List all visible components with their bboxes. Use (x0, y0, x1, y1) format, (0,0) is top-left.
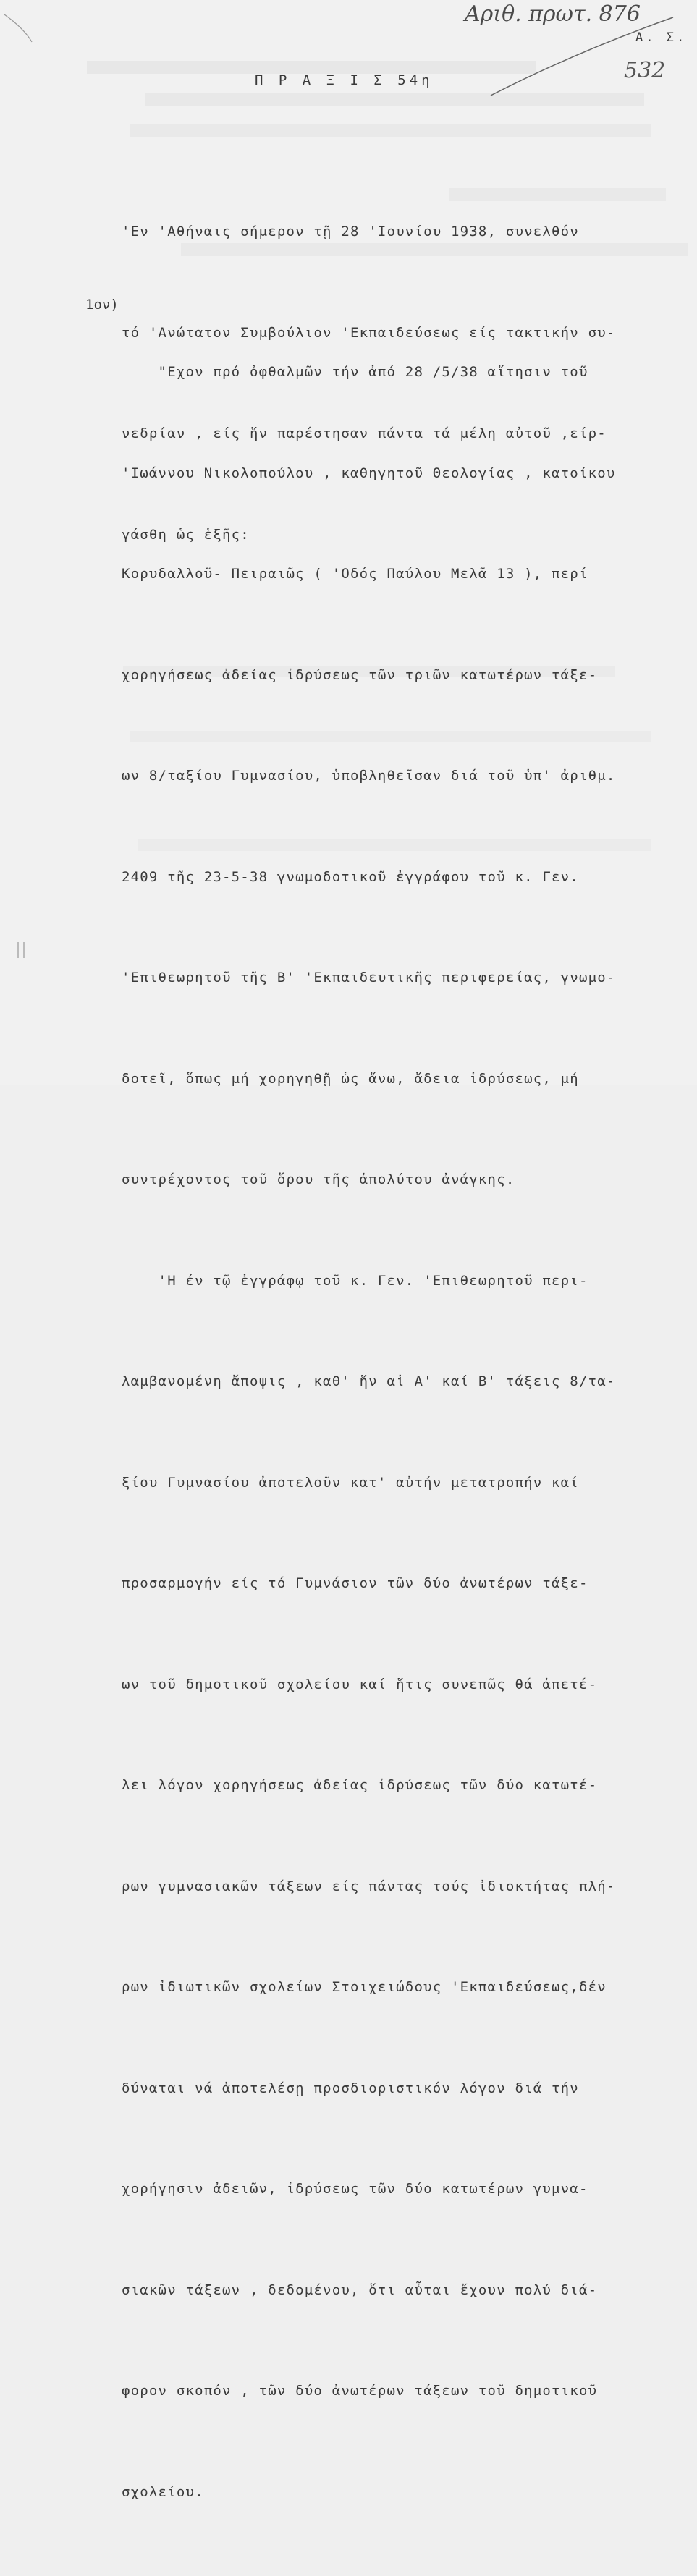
item-line: 'Επιθεωρητοῦ τῆς Β' 'Εκπαιδευτικῆς περιφερείας, γνωμο- (122, 970, 616, 986)
item-line: χορήγησιν ἀδειῶν, ἱδρύσεως τῶν δύο κατωτέρων γυμνα- (122, 2181, 588, 2197)
document-initials: Α. Σ. (635, 30, 688, 45)
margin-punch-mark (17, 942, 25, 958)
item-line: δύναται νά ἀποτελέσῃ προσδιοριστικόν λόγον διά τήν (122, 2080, 579, 2096)
item-number-label: 1ον) (85, 297, 119, 313)
item-line: συντρέχοντος τοῦ ὅρου τῆς ἀπολύτου ἀνάγκης. (122, 1172, 515, 1187)
intro-line: τό 'Ανώτατον Συμβούλιον 'Εκπαιδεύσεως είς τακτικήν συ- (122, 324, 616, 341)
item-line: ρων ἰδιωτικῶν σχολείων Στοιχειώδους 'Εκπαιδεύσεως,δέν (122, 1979, 607, 1995)
item-line: Κορυδαλλοῦ- Πειραιῶς ( 'Οδός Παύλου Μελᾶ 13 ), περί (122, 566, 588, 582)
item-line: 2409 τῆς 23-5-38 γνωμοδοτικοῦ ἐγγράφου τοῦ κ. Γεν. (122, 868, 579, 885)
page-number: 532 (624, 58, 666, 83)
intro-line: 'Εν 'Αθήναις σήμερον τῇ 28 'Ιουνίου 1938, συνελθόν (122, 224, 579, 240)
intro-line: γάσθη ὡς ἑξῆς: (122, 526, 250, 543)
item-line: λει λόγον χορηγήσεως ἀδείας ἱδρύσεως τῶν δύο κατωτέ- (122, 1777, 598, 1793)
item-line: "Εχον πρό ὀφθαλμῶν τήν ἀπό 28 /5/38 αἴτησιν τοῦ (122, 364, 588, 380)
item-line: προσαρμογήν είς τό Γυμνάσιον τῶν δύο ἀνωτέρων τάξε- (122, 1575, 588, 1591)
item-line: ων 8/ταξίου Γυμνασίου, ὑποβληθεῖσαν διά τοῦ ὑπ' ἀριθμ. (122, 768, 616, 784)
item-line: σχολείου. (122, 2483, 204, 2500)
item-line: δοτεῖ, ὅπως μή χορηγηθῇ ὡς ἄνω, ἄδεια ἱδρύσεως, μή (122, 1070, 579, 1087)
item-line: χορηγήσεως ἀδείας ἱδρύσεως τῶν τριῶν κατωτέρων τάξε- (122, 666, 598, 683)
intro-line: νεδρίαν , είς ἥν παρέστησαν πάντα τά μέλη αὐτοῦ ,είρ- (122, 425, 607, 441)
item-line: 'Η έν τῷ ἐγγράφῳ τοῦ κ. Γεν. 'Επιθεωρητοῦ περι- (122, 1272, 588, 1289)
item-line: σιακῶν τάξεων , δεδομένου, ὅτι αὗται ἔχουν πολύ διά- (122, 2281, 598, 2298)
item-line: φορον σκοπόν , τῶν δύο ἀνωτέρων τάξεων τοῦ δημοτικοῦ (122, 2383, 598, 2399)
item-1-paragraph (122, 288, 688, 2576)
item-line: 'Ιωάννου Νικολοπούλου , καθηγητοῦ Θεολογίας , κατοίκου (122, 465, 616, 481)
item-line: ων τοῦ δημοτικοῦ σχολείου καί ἥτις συνεπῶς θά ἀπετέ- (122, 1676, 598, 1692)
item-line: ξίου Γυμνασίου ἀποτελοῦν κατ' αὐτήν μετατροπήν καί (122, 1474, 579, 1491)
item-line: ρων γυμνασιακῶν τάξεων είς πάντας τούς ἰδιοκτήτας πλή- (122, 1878, 616, 1894)
document-title: Π Ρ Α Ξ Ι Σ 54η (255, 72, 434, 88)
item-line: λαμβανομένη ἄποψις , καθ' ἥν αἱ Α' καί Β' τάξεις 8/τα- (122, 1373, 616, 1389)
handwritten-reference-number: Αριθ. πρωτ. 876 (465, 1, 641, 27)
